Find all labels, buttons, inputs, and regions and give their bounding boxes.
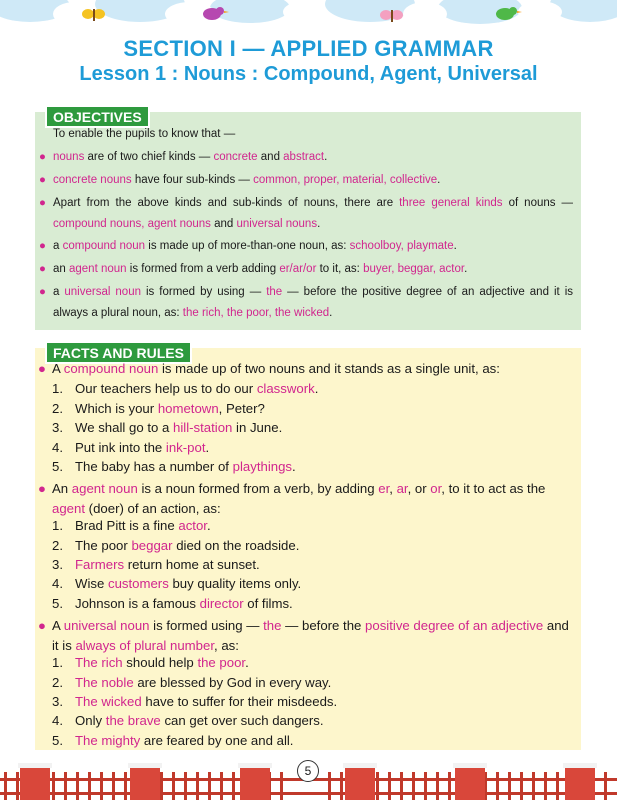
example-item: 3. The wicked have to suffer for their misdeeds. bbox=[52, 694, 338, 709]
text-segment: have four sub-kinds — bbox=[131, 174, 254, 186]
text-segment: Only bbox=[75, 713, 106, 728]
text-segment: . bbox=[205, 440, 210, 455]
example-item: 1. Brad Pitt is a fine actor. bbox=[52, 518, 211, 533]
example-item: 4. Only the brave can get over such dangers. bbox=[52, 713, 324, 728]
highlighted-term: universal noun bbox=[64, 286, 141, 298]
bullet-icon: ● bbox=[38, 481, 46, 496]
text-segment: are of two chief kinds — bbox=[84, 151, 214, 163]
highlighted-term: Farmers bbox=[75, 557, 125, 572]
bullet-icon: ● bbox=[38, 618, 46, 633]
highlighted-term: er bbox=[378, 481, 390, 496]
highlighted-term: buyer, beggar, actor bbox=[363, 263, 465, 275]
objective-item bbox=[39, 236, 573, 257]
text-segment: can get over such dangers. bbox=[160, 713, 324, 728]
highlighted-term: actor bbox=[178, 518, 207, 533]
text-segment: is a noun formed from a verb, by adding bbox=[137, 481, 379, 496]
text-segment: . bbox=[464, 263, 468, 275]
text-segment: are blessed by God in every way. bbox=[133, 675, 332, 690]
text-segment: is made up of more-than-one noun, as: bbox=[145, 240, 350, 252]
text-segment: is formed using — bbox=[149, 618, 264, 633]
text-segment: is formed from a verb adding bbox=[126, 263, 280, 275]
text-segment: , Peter? bbox=[218, 401, 265, 416]
highlighted-term: The mighty bbox=[75, 733, 141, 748]
text-segment: an bbox=[53, 263, 69, 275]
highlighted-term: ar bbox=[396, 481, 408, 496]
text-segment: . bbox=[245, 655, 249, 670]
lesson-title: Lesson 1 : Nouns : Compound, Agent, Universal bbox=[79, 63, 538, 85]
objective-item bbox=[39, 170, 573, 191]
highlighted-term: The noble bbox=[75, 675, 134, 690]
text-segment: should help bbox=[122, 655, 198, 670]
text-segment: Apart from the above kinds and sub-kinds of nouns, there are bbox=[53, 197, 400, 209]
example-item: 2. The poor beggar died on the roadside. bbox=[52, 538, 300, 553]
highlighted-term: the poor bbox=[197, 655, 246, 670]
highlighted-term: compound noun bbox=[63, 361, 159, 376]
bullet-icon: ● bbox=[39, 197, 46, 209]
text-segment: , as: bbox=[214, 637, 239, 653]
page-number: 5 bbox=[297, 760, 319, 782]
example-item: 3. Farmers return home at sunset. bbox=[52, 557, 260, 572]
text-segment: , or bbox=[407, 481, 431, 496]
highlighted-term: agent noun bbox=[71, 481, 138, 496]
highlighted-term: the bbox=[263, 618, 282, 633]
highlighted-term: the brave bbox=[105, 713, 161, 728]
highlighted-term: nouns bbox=[53, 151, 85, 163]
highlighted-term: abstract bbox=[283, 151, 325, 163]
example-item: 5. The baby has a number of playthings. bbox=[52, 459, 296, 474]
highlighted-term: compound nouns, agent nouns bbox=[53, 218, 211, 230]
text-segment: . bbox=[292, 459, 296, 474]
text-segment: (doer) of an action, as: bbox=[85, 500, 221, 516]
highlighted-term: universal nouns bbox=[236, 218, 318, 230]
text-segment: and it is bbox=[52, 618, 569, 653]
text-segment: . bbox=[453, 240, 457, 252]
highlighted-term: ink-pot bbox=[165, 440, 206, 455]
text-segment: a bbox=[53, 240, 63, 252]
text-segment: . bbox=[206, 518, 211, 533]
highlighted-term: agent bbox=[52, 500, 86, 516]
example-item: 3. We shall go to a hill-station in June. bbox=[52, 420, 283, 435]
rule-agent bbox=[38, 479, 576, 518]
rule-universal bbox=[38, 616, 576, 655]
example-item: 4. Wise customers buy quality items only. bbox=[52, 576, 302, 591]
highlighted-term: schoolboy, playmate bbox=[349, 240, 454, 252]
text-segment: is formed by using — bbox=[141, 286, 267, 298]
highlighted-term: hill-station bbox=[173, 420, 233, 435]
objectives-box bbox=[35, 109, 581, 330]
text-segment: of films. bbox=[243, 596, 293, 611]
text-segment: Put ink into the bbox=[75, 440, 166, 455]
text-segment: . bbox=[324, 151, 328, 163]
text-segment: to it, as: bbox=[316, 263, 364, 275]
text-segment: have to suffer for their misdeeds. bbox=[141, 694, 338, 709]
text-segment: and bbox=[210, 218, 237, 230]
bullet-icon: ● bbox=[39, 263, 46, 275]
text-segment: are feared by one and all. bbox=[140, 733, 294, 748]
text-segment: of nouns — bbox=[502, 197, 574, 209]
highlighted-term: positive degree of an adjective bbox=[365, 618, 544, 633]
text-segment: An bbox=[52, 481, 72, 496]
text-segment: return home at sunset. bbox=[124, 557, 260, 572]
example-item: 1. The rich should help the poor. bbox=[52, 655, 249, 670]
text-segment: buy quality items only. bbox=[168, 576, 302, 591]
text-segment: and bbox=[257, 151, 284, 163]
highlighted-term: customers bbox=[107, 576, 169, 591]
highlighted-term: classwork bbox=[256, 381, 315, 396]
bullet-icon: ● bbox=[38, 361, 46, 376]
text-segment: died on the roadside. bbox=[172, 538, 300, 553]
facts-label: FACTS AND RULES bbox=[45, 341, 192, 364]
objective-item bbox=[39, 147, 573, 168]
text-segment: Johnson is a famous bbox=[75, 596, 200, 611]
text-segment: The baby has a number of bbox=[75, 459, 233, 474]
text-segment: Our teachers help us to do our bbox=[75, 381, 257, 396]
example-item: 4. Put ink into the ink-pot. bbox=[52, 440, 210, 455]
highlighted-term: beggar bbox=[131, 538, 173, 553]
rule-compound bbox=[38, 359, 576, 379]
example-item: 2. Which is your hometown, Peter? bbox=[52, 401, 265, 416]
highlighted-term: or bbox=[430, 481, 442, 496]
highlighted-term: the bbox=[266, 286, 283, 298]
objectives-intro: To enable the pupils to know that — bbox=[53, 128, 236, 140]
text-segment: A bbox=[52, 361, 64, 376]
highlighted-term: the rich, the poor, the wicked bbox=[182, 307, 330, 319]
section-title: SECTION I — APPLIED GRAMMAR bbox=[123, 36, 494, 61]
example-item: 2. The noble are blessed by God in every way. bbox=[52, 675, 332, 690]
objective-item bbox=[39, 193, 574, 235]
highlighted-term: director bbox=[199, 596, 244, 611]
text-segment: is made up of two nouns and it stands as a single unit, as: bbox=[158, 361, 500, 376]
text-segment: — before the bbox=[281, 618, 366, 633]
cloud-banner-icon bbox=[0, 0, 617, 40]
highlighted-term: concrete nouns bbox=[53, 174, 132, 186]
example-item: 5. Johnson is a famous director of films. bbox=[52, 596, 293, 611]
highlighted-term: always of plural number bbox=[75, 637, 214, 653]
bullet-icon: ● bbox=[39, 286, 46, 298]
text-segment: — before the positive degree of an adjective and it is always a plural noun, as: bbox=[53, 286, 573, 319]
bullet-icon: ● bbox=[39, 174, 46, 186]
bullet-icon: ● bbox=[39, 240, 46, 252]
text-segment: . bbox=[317, 218, 321, 230]
objectives-label: OBJECTIVES bbox=[45, 105, 150, 128]
highlighted-term: common, proper, material, collective bbox=[253, 174, 438, 186]
example-item: 5. The mighty are feared by one and all. bbox=[52, 733, 294, 748]
highlighted-term: compound noun bbox=[62, 240, 146, 252]
text-segment: , to it to act as the bbox=[441, 481, 546, 496]
text-segment: . bbox=[329, 307, 333, 319]
header-decoration bbox=[0, 0, 617, 40]
text-segment: . bbox=[314, 381, 319, 396]
highlighted-term: The wicked bbox=[75, 694, 142, 709]
highlighted-term: concrete bbox=[213, 151, 258, 163]
text-segment: in June. bbox=[232, 420, 283, 435]
text-segment: Wise bbox=[75, 576, 108, 591]
highlighted-term: er/ar/or bbox=[279, 263, 317, 275]
highlighted-term: universal noun bbox=[63, 618, 150, 633]
objective-item bbox=[39, 282, 573, 324]
highlighted-term: three general kinds bbox=[399, 197, 503, 209]
objective-item bbox=[39, 259, 573, 280]
text-segment: The poor bbox=[75, 538, 132, 553]
text-segment: , bbox=[389, 481, 397, 496]
highlighted-term: hometown bbox=[157, 401, 219, 416]
highlighted-term: The rich bbox=[75, 655, 123, 670]
text-segment: . bbox=[437, 174, 441, 186]
text-segment: We shall go to a bbox=[75, 420, 173, 435]
highlighted-term: playthings bbox=[232, 459, 293, 474]
text-segment: Which is your bbox=[75, 401, 158, 416]
example-item: 1. Our teachers help us to do our classwork. bbox=[52, 381, 319, 396]
text-segment: A bbox=[52, 618, 64, 633]
text-segment: a bbox=[53, 286, 65, 298]
highlighted-term: agent noun bbox=[69, 263, 127, 275]
facts-and-rules-box bbox=[35, 345, 581, 750]
text-segment: Brad Pitt is a fine bbox=[75, 518, 179, 533]
bullet-icon: ● bbox=[39, 151, 46, 163]
